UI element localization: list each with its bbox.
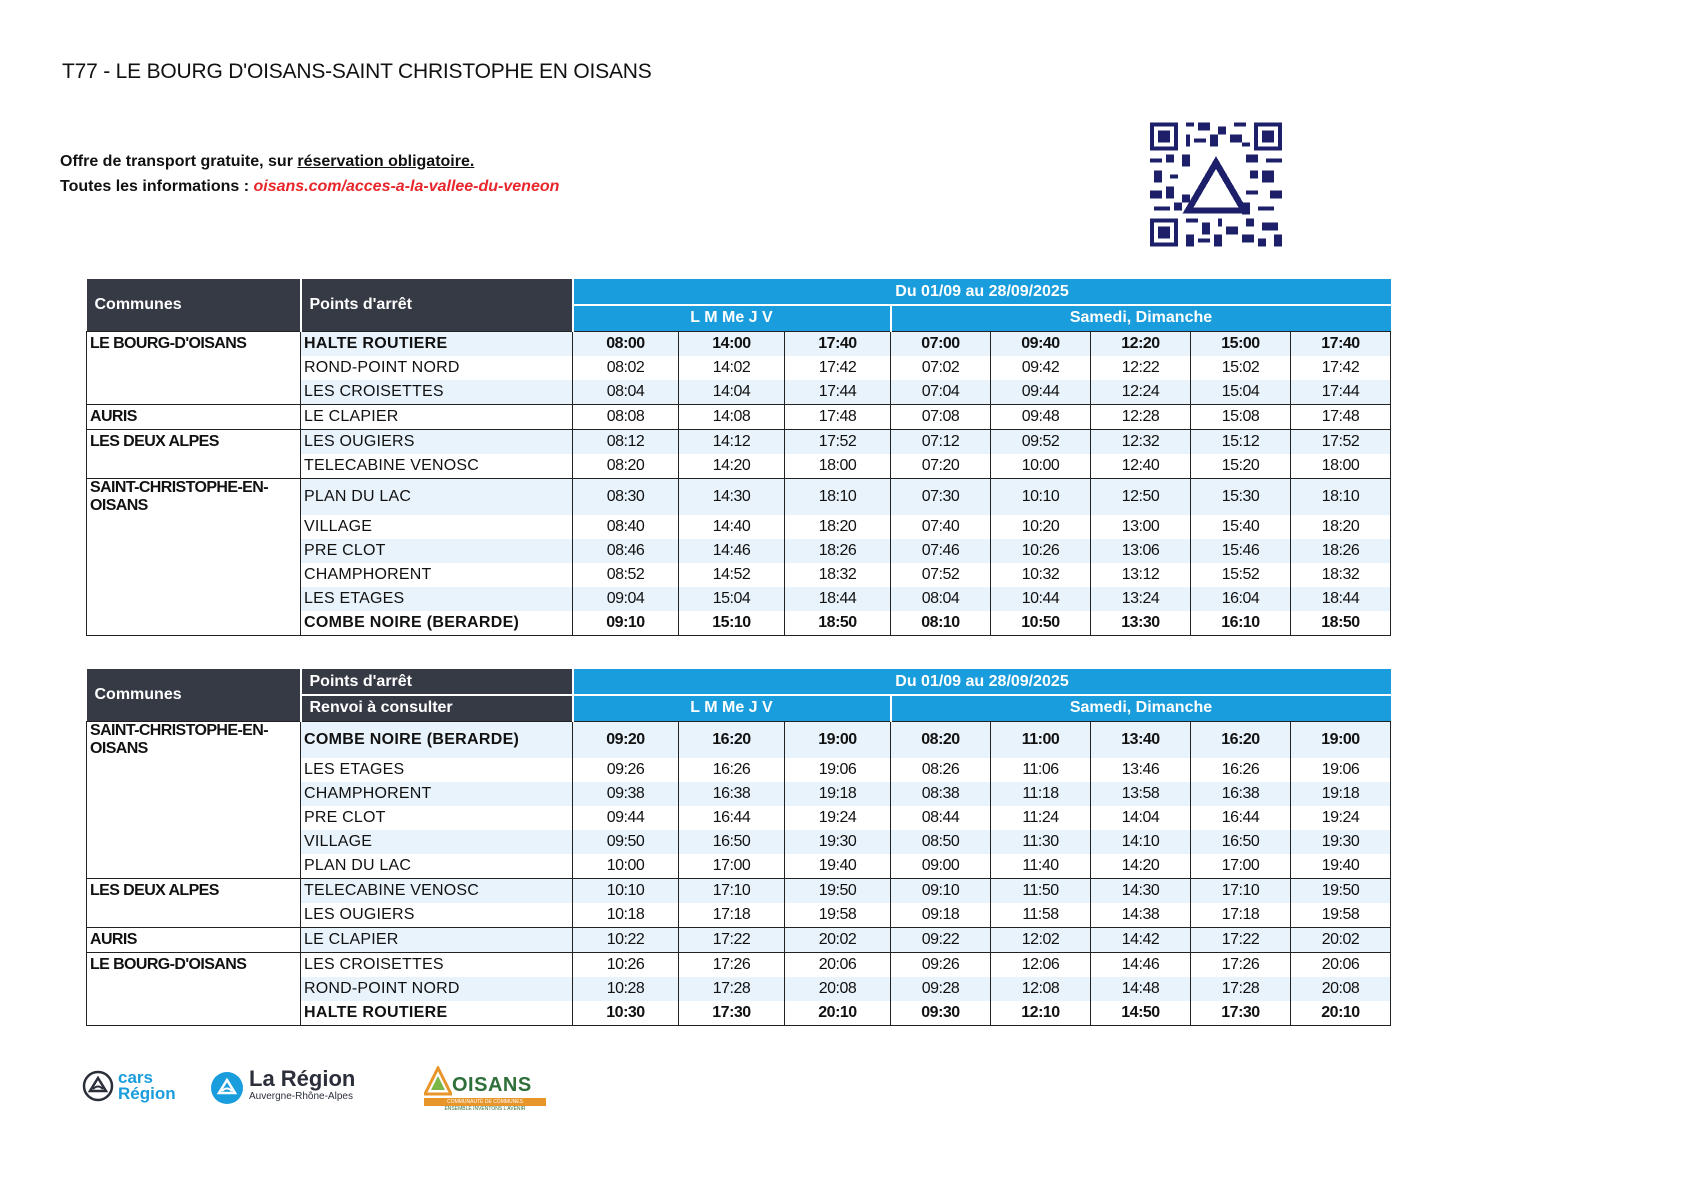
mountain-icon [424,1066,452,1096]
time-cell: 17:18 [679,903,785,928]
time-cell: 10:26 [991,539,1091,563]
table-row [87,331,1391,356]
time-cell: 10:10 [991,478,1091,515]
table-row [87,454,1391,479]
oisans-tagline: ENSEMBLE INVENTONS L'AVENIR [444,1106,526,1112]
time-cell: 14:52 [679,563,785,587]
time-cell: 18:26 [1291,539,1391,563]
time-cell: 08:04 [573,380,679,405]
time-cell: 18:00 [1291,454,1391,479]
time-cell: 14:08 [679,404,785,429]
commune-cell: LES DEUX ALPES [87,878,301,903]
time-cell: 14:38 [1091,903,1191,928]
timetable-return [86,669,1391,1026]
stop-cell: PLAN DU LAC [301,478,573,515]
commune-cell [87,454,301,479]
time-cell: 10:00 [991,454,1091,479]
stop-cell: ROND-POINT NORD [301,356,573,380]
commune-cell [87,611,301,636]
commune-cell: SAINT-CHRISTOPHE-EN-OISANS [87,478,301,515]
time-cell: 09:48 [991,404,1091,429]
timetable-outbound [86,279,1391,636]
commune-cell [87,1001,301,1026]
time-cell: 17:42 [785,356,891,380]
region-label: Région [118,1084,176,1103]
time-cell: 17:48 [785,404,891,429]
time-cell: 11:24 [991,806,1091,830]
time-cell: 11:58 [991,903,1091,928]
commune-cell [87,903,301,928]
time-cell: 07:08 [891,404,991,429]
time-cell: 16:20 [679,721,785,758]
commune-cell: AURIS [87,404,301,429]
header-period: Du 01/09 au 28/09/2025 [573,669,1391,695]
table-row [87,539,1391,563]
info-line-website [60,178,559,196]
time-cell: 18:00 [785,454,891,479]
stop-cell: LES ETAGES [301,758,573,782]
stop-cell: TELECABINE VENOSC [301,454,573,479]
table-row [87,1001,1391,1026]
commune-cell [87,854,301,879]
time-cell: 08:46 [573,539,679,563]
time-cell: 20:06 [1291,952,1391,977]
time-cell: 13:00 [1091,515,1191,539]
time-cell: 15:00 [1191,331,1291,356]
time-cell: 15:04 [679,587,785,611]
time-cell: 14:20 [1091,854,1191,879]
header-weekdays: L M Me J V [573,305,891,331]
stop-cell: VILLAGE [301,515,573,539]
stop-cell: LES CROISETTES [301,952,573,977]
commune-cell [87,830,301,854]
time-cell: 16:10 [1191,611,1291,636]
time-cell: 10:26 [573,952,679,977]
time-cell: 20:10 [785,1001,891,1026]
time-cell: 08:44 [891,806,991,830]
time-cell: 12:40 [1091,454,1191,479]
time-cell: 12:22 [1091,356,1191,380]
time-cell: 09:26 [891,952,991,977]
time-cell: 14:30 [679,478,785,515]
time-cell: 07:20 [891,454,991,479]
time-cell: 08:38 [891,782,991,806]
table-row [87,380,1391,405]
time-cell: 09:00 [891,854,991,879]
time-cell: 11:40 [991,854,1091,879]
time-cell: 17:28 [1191,977,1291,1001]
time-cell: 17:00 [679,854,785,879]
time-cell: 10:30 [573,1001,679,1026]
time-cell: 12:06 [991,952,1091,977]
time-cell: 09:28 [891,977,991,1001]
time-cell: 19:40 [785,854,891,879]
table-row [87,878,1391,903]
time-cell: 12:28 [1091,404,1191,429]
time-cell: 15:10 [679,611,785,636]
stop-cell: COMBE NOIRE (BERARDE) [301,611,573,636]
info-prefix: Toutes les informations : [60,178,254,195]
time-cell: 15:12 [1191,429,1291,454]
header-weekdays: L M Me J V [573,695,891,721]
commune-cell: AURIS [87,927,301,952]
page-title: T77 - LE BOURG D'OISANS-SAINT CHRISTOPHE EN OISANS [62,60,652,83]
time-cell: 09:50 [573,830,679,854]
time-cell: 16:44 [1191,806,1291,830]
time-cell: 07:40 [891,515,991,539]
time-cell: 17:30 [1191,1001,1291,1026]
time-cell: 10:28 [573,977,679,1001]
oisans-subtitle: COMMUNAUTÉ DE COMMUNES [424,1098,546,1106]
stop-cell: VILLAGE [301,830,573,854]
info-prefix: Offre de transport gratuite, sur [60,153,298,170]
header-stops: Points d'arrêt [301,279,573,331]
time-cell: 19:18 [1291,782,1391,806]
stop-cell: LES OUGIERS [301,903,573,928]
stop-cell: LES OUGIERS [301,429,573,454]
table-row [87,429,1391,454]
time-cell: 12:02 [991,927,1091,952]
time-cell: 12:20 [1091,331,1191,356]
header-communes: Communes [87,279,301,331]
time-cell: 10:50 [991,611,1091,636]
time-cell: 16:38 [1191,782,1291,806]
time-cell: 12:08 [991,977,1091,1001]
time-cell: 09:44 [991,380,1091,405]
header-renvoi: Renvoi à consulter [301,695,573,721]
time-cell: 15:20 [1191,454,1291,479]
time-cell: 10:20 [991,515,1091,539]
time-cell: 13:46 [1091,758,1191,782]
table-row [87,952,1391,977]
commune-cell [87,563,301,587]
time-cell: 18:20 [1291,515,1391,539]
time-cell: 15:40 [1191,515,1291,539]
time-cell: 14:46 [1091,952,1191,977]
stop-cell: LE CLAPIER [301,404,573,429]
time-cell: 14:30 [1091,878,1191,903]
commune-cell [87,380,301,405]
time-cell: 16:20 [1191,721,1291,758]
time-cell: 20:02 [785,927,891,952]
commune-cell: LE BOURG-D'OISANS [87,952,301,977]
time-cell: 09:20 [573,721,679,758]
table-row [87,478,1391,515]
time-cell: 19:06 [1291,758,1391,782]
time-cell: 14:48 [1091,977,1191,1001]
time-cell: 17:10 [1191,878,1291,903]
time-cell: 19:18 [785,782,891,806]
time-cell: 17:40 [1291,331,1391,356]
time-cell: 14:50 [1091,1001,1191,1026]
time-cell: 19:00 [785,721,891,758]
commune-cell [87,782,301,806]
time-cell: 14:10 [1091,830,1191,854]
table-row [87,515,1391,539]
time-cell: 14:12 [679,429,785,454]
commune-cell: LES DEUX ALPES [87,429,301,454]
time-cell: 07:00 [891,331,991,356]
stop-cell: PLAN DU LAC [301,854,573,879]
time-cell: 14:20 [679,454,785,479]
time-cell: 16:50 [1191,830,1291,854]
stop-cell: LES ETAGES [301,587,573,611]
time-cell: 13:12 [1091,563,1191,587]
time-cell: 09:22 [891,927,991,952]
qr-code-icon[interactable] [1150,122,1282,247]
time-cell: 11:06 [991,758,1091,782]
time-cell: 14:00 [679,331,785,356]
time-cell: 15:04 [1191,380,1291,405]
time-cell: 20:10 [1291,1001,1391,1026]
time-cell: 17:10 [679,878,785,903]
time-cell: 07:30 [891,478,991,515]
time-cell: 19:58 [785,903,891,928]
time-cell: 19:06 [785,758,891,782]
time-cell: 17:52 [785,429,891,454]
time-cell: 20:06 [785,952,891,977]
time-cell: 08:02 [573,356,679,380]
time-cell: 19:24 [1291,806,1391,830]
time-cell: 09:44 [573,806,679,830]
table-row [87,782,1391,806]
time-cell: 08:30 [573,478,679,515]
time-cell: 18:10 [1291,478,1391,515]
time-cell: 18:50 [785,611,891,636]
commune-cell: SAINT-CHRISTOPHE-EN-OISANS [87,721,301,758]
time-cell: 07:04 [891,380,991,405]
time-cell: 08:52 [573,563,679,587]
time-cell: 17:44 [785,380,891,405]
time-cell: 12:50 [1091,478,1191,515]
table-row [87,977,1391,1001]
time-cell: 10:44 [991,587,1091,611]
la-region-subtitle: Auvergne-Rhône-Alpes [249,1091,353,1102]
stop-cell: PRE CLOT [301,806,573,830]
time-cell: 08:26 [891,758,991,782]
time-cell: 14:04 [1091,806,1191,830]
time-cell: 15:02 [1191,356,1291,380]
stop-cell: HALTE ROUTIERE [301,331,573,356]
time-cell: 13:58 [1091,782,1191,806]
time-cell: 08:20 [891,721,991,758]
website-link[interactable]: oisans.com/acces-a-la-vallee-du-veneon [253,178,560,195]
time-cell: 17:22 [1191,927,1291,952]
time-cell: 15:08 [1191,404,1291,429]
time-cell: 17:30 [679,1001,785,1026]
cars-label: cars [118,1068,153,1087]
header-stops: Points d'arrêt [301,669,573,695]
time-cell: 17:18 [1191,903,1291,928]
header-communes: Communes [87,669,301,721]
time-cell: 18:32 [1291,563,1391,587]
time-cell: 09:52 [991,429,1091,454]
time-cell: 07:12 [891,429,991,454]
time-cell: 18:44 [1291,587,1391,611]
time-cell: 17:28 [679,977,785,1001]
time-cell: 19:58 [1291,903,1391,928]
table-row [87,563,1391,587]
stop-cell: COMBE NOIRE (BERARDE) [301,721,573,758]
time-cell: 09:42 [991,356,1091,380]
time-cell: 07:02 [891,356,991,380]
time-cell: 12:32 [1091,429,1191,454]
time-cell: 19:50 [785,878,891,903]
table-row [87,356,1391,380]
time-cell: 17:48 [1291,404,1391,429]
header-weekend: Samedi, Dimanche [891,695,1391,721]
time-cell: 20:02 [1291,927,1391,952]
time-cell: 18:50 [1291,611,1391,636]
time-cell: 10:00 [573,854,679,879]
time-cell: 18:26 [785,539,891,563]
time-cell: 08:10 [891,611,991,636]
time-cell: 09:10 [891,878,991,903]
time-cell: 09:38 [573,782,679,806]
commune-cell [87,806,301,830]
time-cell: 16:44 [679,806,785,830]
time-cell: 09:18 [891,903,991,928]
time-cell: 08:50 [891,830,991,854]
time-cell: 10:18 [573,903,679,928]
time-cell: 14:40 [679,515,785,539]
time-cell: 11:30 [991,830,1091,854]
time-cell: 20:08 [1291,977,1391,1001]
time-cell: 08:20 [573,454,679,479]
time-cell: 20:08 [785,977,891,1001]
table-row [87,404,1391,429]
time-cell: 17:22 [679,927,785,952]
time-cell: 13:06 [1091,539,1191,563]
time-cell: 19:50 [1291,878,1391,903]
table-row [87,854,1391,879]
time-cell: 18:44 [785,587,891,611]
commune-cell [87,758,301,782]
time-cell: 11:00 [991,721,1091,758]
time-cell: 13:40 [1091,721,1191,758]
time-cell: 08:12 [573,429,679,454]
commune-cell [87,977,301,1001]
header-weekend: Samedi, Dimanche [891,305,1391,331]
table-row [87,830,1391,854]
time-cell: 09:10 [573,611,679,636]
time-cell: 18:32 [785,563,891,587]
cars-region-icon [82,1070,114,1102]
commune-cell [87,539,301,563]
time-cell: 11:50 [991,878,1091,903]
stop-cell: ROND-POINT NORD [301,977,573,1001]
stop-cell: LE CLAPIER [301,927,573,952]
time-cell: 10:22 [573,927,679,952]
time-cell: 13:24 [1091,587,1191,611]
time-cell: 07:46 [891,539,991,563]
time-cell: 19:30 [785,830,891,854]
oisans-logo [424,1066,546,1112]
time-cell: 10:32 [991,563,1091,587]
time-cell: 12:10 [991,1001,1091,1026]
time-cell: 14:46 [679,539,785,563]
time-cell: 15:30 [1191,478,1291,515]
table-row [87,927,1391,952]
time-cell: 16:50 [679,830,785,854]
time-cell: 09:04 [573,587,679,611]
time-cell: 16:04 [1191,587,1291,611]
oisans-name: OISANS [452,1074,532,1096]
table-row [87,806,1391,830]
time-cell: 07:52 [891,563,991,587]
time-cell: 16:38 [679,782,785,806]
stop-cell: CHAMPHORENT [301,563,573,587]
header-period: Du 01/09 au 28/09/2025 [573,279,1391,305]
time-cell: 17:00 [1191,854,1291,879]
reservation-link[interactable]: réservation obligatoire. [297,153,475,170]
info-line-reservation [60,153,474,171]
la-region-logo [210,1066,356,1106]
time-cell: 19:00 [1291,721,1391,758]
time-cell: 16:26 [1191,758,1291,782]
time-cell: 17:42 [1291,356,1391,380]
table-row [87,611,1391,636]
time-cell: 08:00 [573,331,679,356]
stop-cell: HALTE ROUTIERE [301,1001,573,1026]
time-cell: 14:42 [1091,927,1191,952]
time-cell: 08:04 [891,587,991,611]
table-row [87,758,1391,782]
la-region-name: La Région [249,1066,356,1091]
stop-cell: PRE CLOT [301,539,573,563]
stop-cell: TELECABINE VENOSC [301,878,573,903]
stop-cell: LES CROISETTES [301,380,573,405]
commune-cell: LE BOURG-D'OISANS [87,331,301,356]
time-cell: 17:44 [1291,380,1391,405]
time-cell: 14:02 [679,356,785,380]
time-cell: 09:40 [991,331,1091,356]
commune-cell [87,587,301,611]
time-cell: 18:10 [785,478,891,515]
commune-cell [87,356,301,380]
table-row [87,721,1391,758]
time-cell: 12:24 [1091,380,1191,405]
time-cell: 14:04 [679,380,785,405]
time-cell: 16:26 [679,758,785,782]
time-cell: 17:26 [1191,952,1291,977]
table-row [87,587,1391,611]
time-cell: 19:24 [785,806,891,830]
stop-cell: CHAMPHORENT [301,782,573,806]
commune-cell [87,515,301,539]
time-cell: 19:30 [1291,830,1391,854]
time-cell: 15:46 [1191,539,1291,563]
time-cell: 08:08 [573,404,679,429]
time-cell: 17:40 [785,331,891,356]
cars-region-logo [82,1070,176,1102]
time-cell: 19:40 [1291,854,1391,879]
time-cell: 18:20 [785,515,891,539]
time-cell: 15:52 [1191,563,1291,587]
time-cell: 11:18 [991,782,1091,806]
time-cell: 09:26 [573,758,679,782]
la-region-icon [210,1071,244,1105]
time-cell: 17:52 [1291,429,1391,454]
table-row [87,903,1391,928]
time-cell: 10:10 [573,878,679,903]
time-cell: 17:26 [679,952,785,977]
time-cell: 08:40 [573,515,679,539]
time-cell: 09:30 [891,1001,991,1026]
time-cell: 13:30 [1091,611,1191,636]
